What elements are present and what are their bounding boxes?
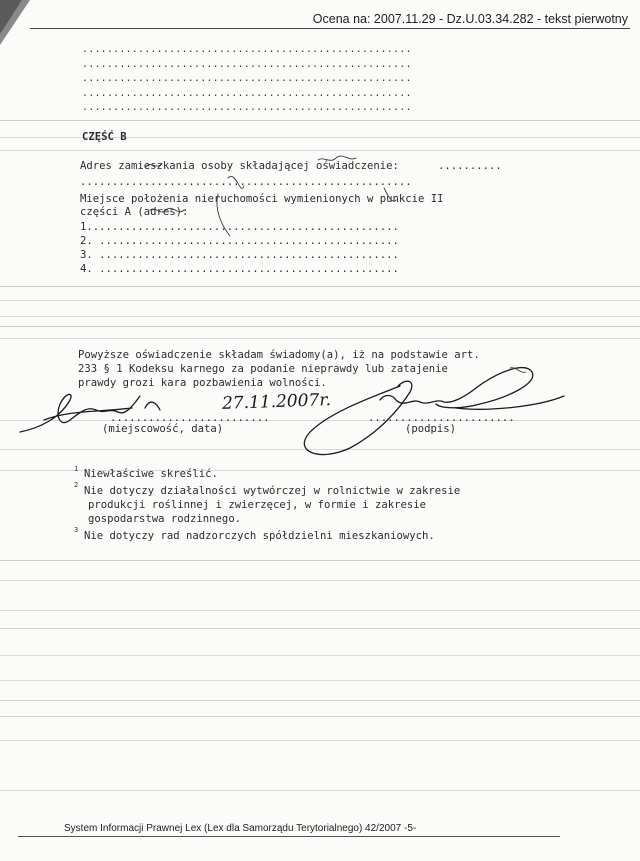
header-rule xyxy=(30,28,630,29)
dotted-line: ..................................................... xyxy=(82,73,412,84)
place-date-label: (miejscowość, data) xyxy=(102,423,224,435)
dotted-line: ..................................................... xyxy=(82,102,412,113)
signature-label: (podpis) xyxy=(405,423,457,435)
location-label-cont: części A (adres): xyxy=(80,206,189,218)
folded-corner-mark xyxy=(0,0,30,45)
address-item: 2. ............................................... xyxy=(80,235,399,247)
footnote-number: 2 xyxy=(74,481,79,489)
footnote-text: Nie dotyczy działalności wytwórczej w rolnictwie w zakresie xyxy=(84,485,461,497)
declaration-line: 233 § 1 Kodeksu karnego za podanie nieprawdy lub zatajenie xyxy=(78,363,448,375)
dotted-line: ..................................................... xyxy=(82,59,412,70)
signature-dots: ....................... xyxy=(368,412,515,424)
dotted-line: ..................................................... xyxy=(82,44,412,55)
footnote-number: 1 xyxy=(74,465,79,473)
document-header: Ocena na: 2007.11.29 - Dz.U.03.34.282 - tekst pierwotny xyxy=(312,12,628,26)
address-line: .................................................... xyxy=(80,176,412,188)
footnote-text: produkcji roślinnej i zwierzęcej, w formie i zakresie xyxy=(88,499,427,511)
declaration-line: Powyższe oświadczenie składam świadomy(a), iż na podstawie art. xyxy=(78,349,480,361)
address-item: 3. ............................................... xyxy=(80,249,399,261)
address-item: 4. ............................................... xyxy=(80,263,399,275)
footer-rule xyxy=(18,836,560,837)
address-label: Adres zamieszkania osoby składającej oświadczenie: xyxy=(80,160,399,172)
footnote-number: 3 xyxy=(74,526,79,534)
document-footer: System Informacji Prawnej Lex (Lex dla Samorządu Terytorialnego) 42/2007 -5- xyxy=(64,823,417,834)
declaration-line: prawdy grozi kara pozbawienia wolności. xyxy=(78,377,327,389)
location-label: Miejsce położenia nieruchomości wymienionych w punkcie II xyxy=(80,193,444,205)
address-item: 1................................................. xyxy=(80,221,399,233)
section-b-title: CZĘŚĆ B xyxy=(82,131,127,143)
place-date-dots: ......................... xyxy=(110,412,270,424)
footnote-text: Nie dotyczy rad nadzorczych spółdzielni mieszkaniowych. xyxy=(84,530,435,542)
footnote-text: Niewłaściwe skreślić. xyxy=(84,468,218,480)
dotted-line: ..................................................... xyxy=(82,88,412,99)
footnote-text: gospodarstwa rodzinnego. xyxy=(88,513,242,525)
handwritten-date: 27.11.2007r. xyxy=(221,390,332,414)
address-dots: .......... xyxy=(438,160,502,172)
